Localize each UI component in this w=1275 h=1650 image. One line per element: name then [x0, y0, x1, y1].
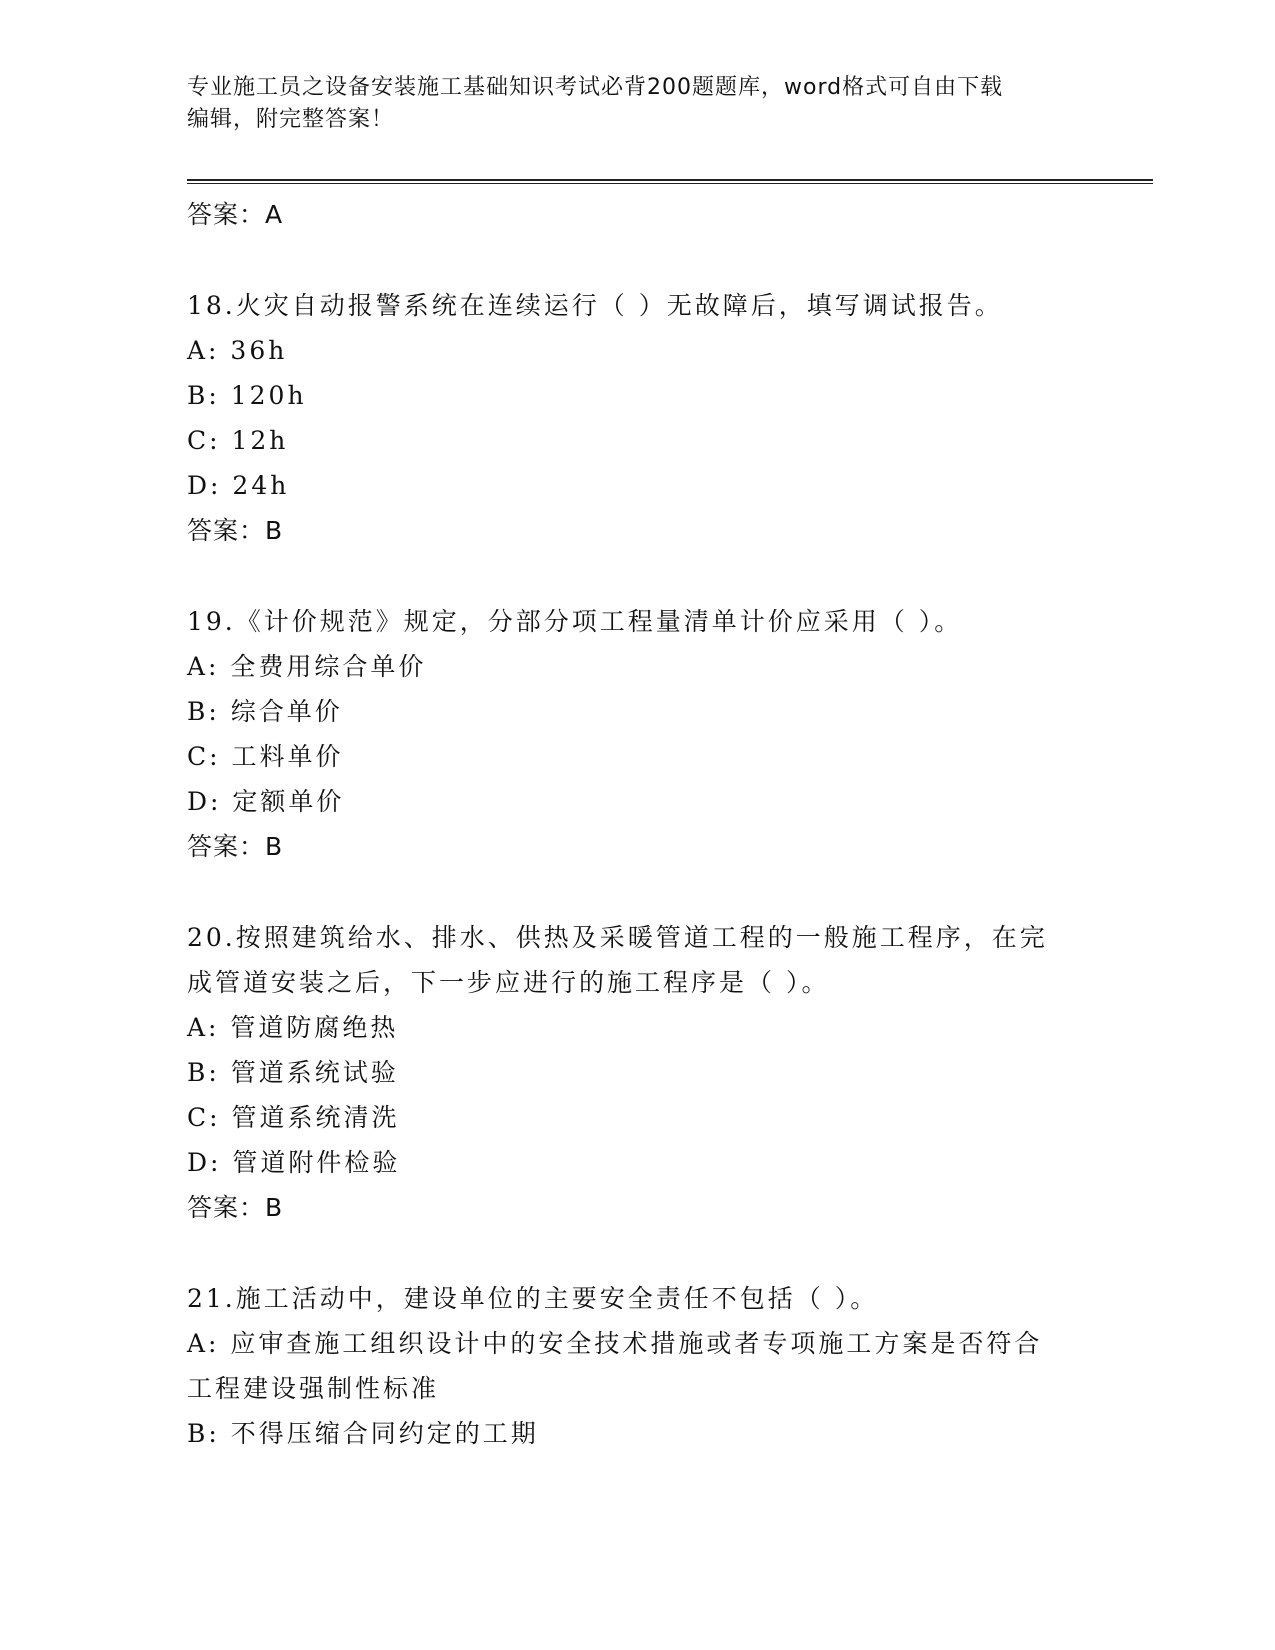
- header-line-1: 专业施工员之设备安装施工基础知识考试必背200题题库，word格式可自由下载: [187, 75, 1004, 100]
- option-b: B: 120h: [187, 381, 307, 410]
- spacer: [187, 238, 1087, 283]
- spacer: [187, 1231, 1087, 1276]
- option-d: D: 24h: [187, 471, 290, 500]
- question-block: [187, 1276, 1087, 1456]
- question-text: 18.火灾自动报警系统在连续运行（ ）无故障后，填写调试报告。: [187, 291, 1003, 320]
- spacer: [187, 870, 1087, 915]
- option-a-continued: 工程建设强制性标准: [187, 1374, 440, 1403]
- answer-line: 答案：B: [187, 1193, 284, 1222]
- option-c: C: 12h: [187, 426, 289, 455]
- question-text: 21.施工活动中，建设单位的主要安全责任不包括（ ）。: [187, 1284, 879, 1313]
- option-a: A: 全费用综合单价: [187, 652, 427, 681]
- answer-line: 答案：B: [187, 516, 284, 545]
- answer-line: 答案：A: [187, 200, 284, 229]
- option-d: D: 管道附件检验: [187, 1148, 401, 1177]
- question-text: 20.按照建筑给水、排水、供热及采暖管道工程的一般施工程序，在完: [187, 923, 1048, 952]
- option-a: A: 管道防腐绝热: [187, 1013, 399, 1042]
- option-b: B: 不得压缩合同约定的工期: [187, 1419, 539, 1448]
- question-list: [187, 192, 1087, 1456]
- document-header: [187, 72, 1067, 136]
- spacer: [187, 554, 1087, 599]
- header-divider: [187, 179, 1153, 184]
- option-b: B: 管道系统试验: [187, 1058, 399, 1087]
- answer-line: 答案：B: [187, 832, 284, 861]
- question-block: [187, 915, 1087, 1231]
- option-b: B: 综合单价: [187, 697, 343, 726]
- question-text: 19.《计价规范》规定，分部分项工程量清单计价应采用（ ）。: [187, 607, 963, 636]
- option-c: C: 管道系统清洗: [187, 1103, 400, 1132]
- question-block: [187, 599, 1087, 870]
- option-a: A: 应审查施工组织设计中的安全技术措施或者专项施工方案是否符合: [187, 1329, 1043, 1358]
- header-line-2: 编辑，附完整答案！: [187, 107, 395, 132]
- option-a: A: 36h: [187, 336, 288, 365]
- question-text-continued: 成管道安装之后，下一步应进行的施工程序是（ ）。: [187, 968, 830, 997]
- question-block: [187, 283, 1087, 554]
- option-d: D: 定额单价: [187, 787, 345, 816]
- option-c: C: 工料单价: [187, 742, 344, 771]
